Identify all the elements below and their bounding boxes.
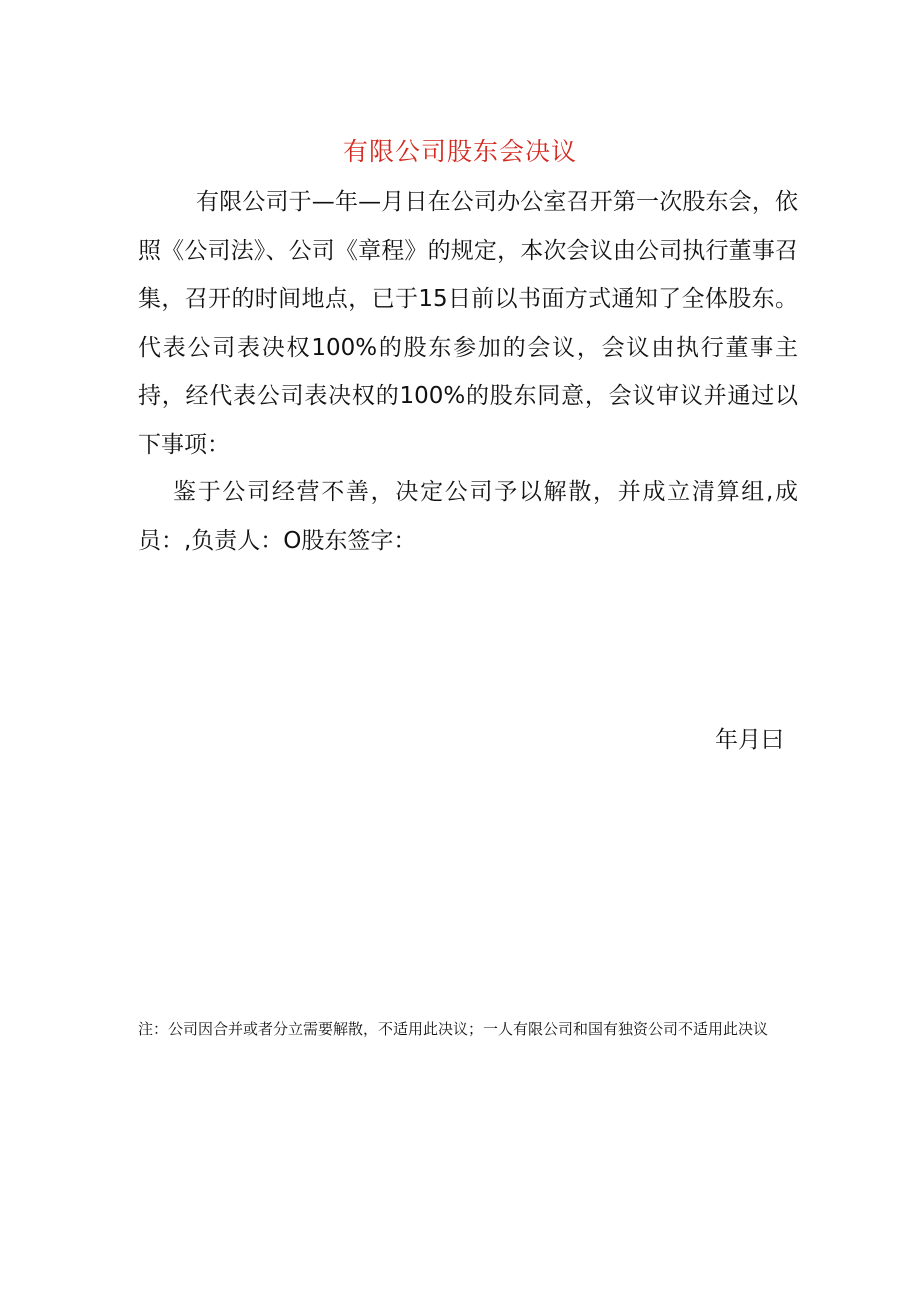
footnote: 注：公司因合并或者分立需要解散，不适用此决议；一人有限公司和国有独资公司不适用此决议 [138,1020,769,1038]
document-title: 有限公司股东会决议 [342,137,577,166]
resolution-paragraph-meeting: 有限公司于—年—月日在公司办公室召开第一次股东会，依照《公司法》、公司《章程》的规定，本次会议由公司执行董事召集，召开的时间地点，已于15日前以书面方式通知了全体股东。代表公司表决权100%的股东参加的会议，会议由执行董事主持，经代表公司表决权的100%的股东同意，会议审议并通过以下事项： [138,189,798,458]
date-line: 年月曰 [715,727,784,753]
resolution-paragraph-dissolution: 鉴于公司经营不善，决定公司予以解散，并成立清算组,成员：,负责人：O股东签字： [138,479,798,554]
